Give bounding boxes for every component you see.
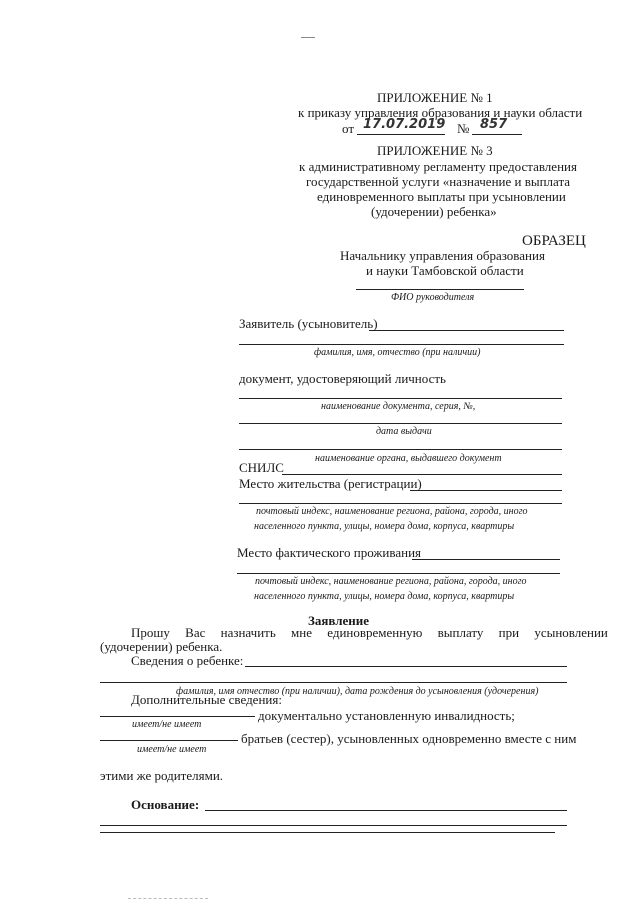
disability-line — [100, 716, 255, 717]
basis-line-1 — [205, 810, 567, 811]
residence-line-1 — [410, 490, 562, 491]
applicant-line-1 — [369, 330, 564, 331]
date-value: 17.07.2019 — [363, 117, 446, 132]
appendix3-line-4: (удочерении) ребенка» — [371, 204, 497, 219]
id-document-line-1 — [239, 398, 562, 399]
basis-line-2 — [100, 825, 567, 826]
residence-line-2 — [239, 503, 562, 504]
additional-info-label: Дополнительные сведения: — [131, 692, 282, 707]
issue-date-caption: дата выдачи — [376, 426, 432, 437]
appendix3-line-2: государственной услуги «назначение и выплата — [306, 174, 571, 189]
same-parents-text: этими же родителями. — [100, 768, 224, 783]
basis-label: Основание: — [131, 797, 200, 812]
statement-request-cont: (удочерении) ребенка. — [100, 639, 223, 654]
number-line — [472, 134, 522, 135]
addressee-name-line — [356, 289, 524, 290]
basis-line-3 — [100, 832, 555, 833]
child-info-line-2 — [100, 682, 567, 683]
child-info-caption: фамилия, имя отчество (при наличии), дата рождения до усыновления (удочерения) — [176, 686, 539, 697]
residence-caption-2: населенного пункта, улицы, номера дома, корпуса, квартиры — [254, 521, 515, 532]
number-prefix: № — [457, 121, 470, 136]
addressee-line-1: Начальнику управления образования — [340, 248, 545, 263]
applicant-name-caption: фамилия, имя, отчество (при наличии) — [314, 347, 481, 358]
siblings-caption: имеет/не имеет — [137, 744, 207, 755]
id-document-line-3 — [239, 449, 562, 450]
id-document-label: документ, удостоверяющий личность — [239, 371, 446, 386]
child-info-line-1 — [245, 666, 567, 667]
snils-line — [282, 474, 562, 475]
sample-label: ОБРАЗЕЦ — [522, 233, 586, 249]
appendix1-title: ПРИЛОЖЕНИЕ № 1 — [377, 90, 493, 105]
appendix3-line-3: единовременного выплаты при усыновлении — [317, 189, 566, 204]
scan-mark-bottom — [128, 898, 208, 899]
issuer-caption: наименование органа, выдавшего документ — [315, 453, 502, 464]
actual-residence-label: Место фактического проживания — [237, 545, 422, 560]
siblings-text: братьев (сестер), усыновленных одновременно вместе с ним — [241, 731, 577, 746]
applicant-line-2 — [239, 344, 564, 345]
appendix3-line-1: к административному регламенту предоставления — [299, 159, 577, 174]
id-document-caption: наименование документа, серия, №, — [321, 401, 476, 412]
residence-label: Место жительства (регистрации) — [239, 476, 422, 491]
date-line — [357, 134, 445, 135]
actual-residence-caption-2: населенного пункта, улицы, номера дома, корпуса, квартиры — [254, 591, 515, 602]
addressee-name-caption: ФИО руководителя — [391, 292, 475, 303]
statement-heading: Заявление — [308, 613, 370, 628]
statement-request: Прошу Вас назначить мне единовременную выплату при усыновлении — [131, 625, 608, 640]
disability-caption: имеет/не имеет — [132, 719, 202, 730]
appendix1-order-line: к приказу управления образования и науки области — [298, 105, 583, 120]
actual-residence-line-1 — [412, 559, 560, 560]
actual-residence-line-2 — [237, 573, 560, 574]
number-value: 857 — [480, 117, 508, 132]
scan-mark-top — [301, 37, 315, 38]
date-prefix: от — [342, 121, 355, 136]
addressee-line-2: и науки Тамбовской области — [366, 263, 524, 278]
actual-residence-caption-1: почтовый индекс, наименование региона, района, города, иного — [255, 576, 527, 587]
disability-text: документально установленную инвалидность; — [258, 708, 515, 723]
child-info-label: Сведения о ребенке: — [131, 653, 244, 668]
id-document-line-2 — [239, 423, 562, 424]
residence-caption-1: почтовый индекс, наименование региона, района, города, иного — [256, 506, 528, 517]
applicant-label: Заявитель (усыновитель) — [239, 316, 378, 331]
snils-label: СНИЛС — [239, 460, 284, 475]
siblings-line — [100, 740, 238, 741]
appendix3-title: ПРИЛОЖЕНИЕ № 3 — [377, 143, 493, 158]
